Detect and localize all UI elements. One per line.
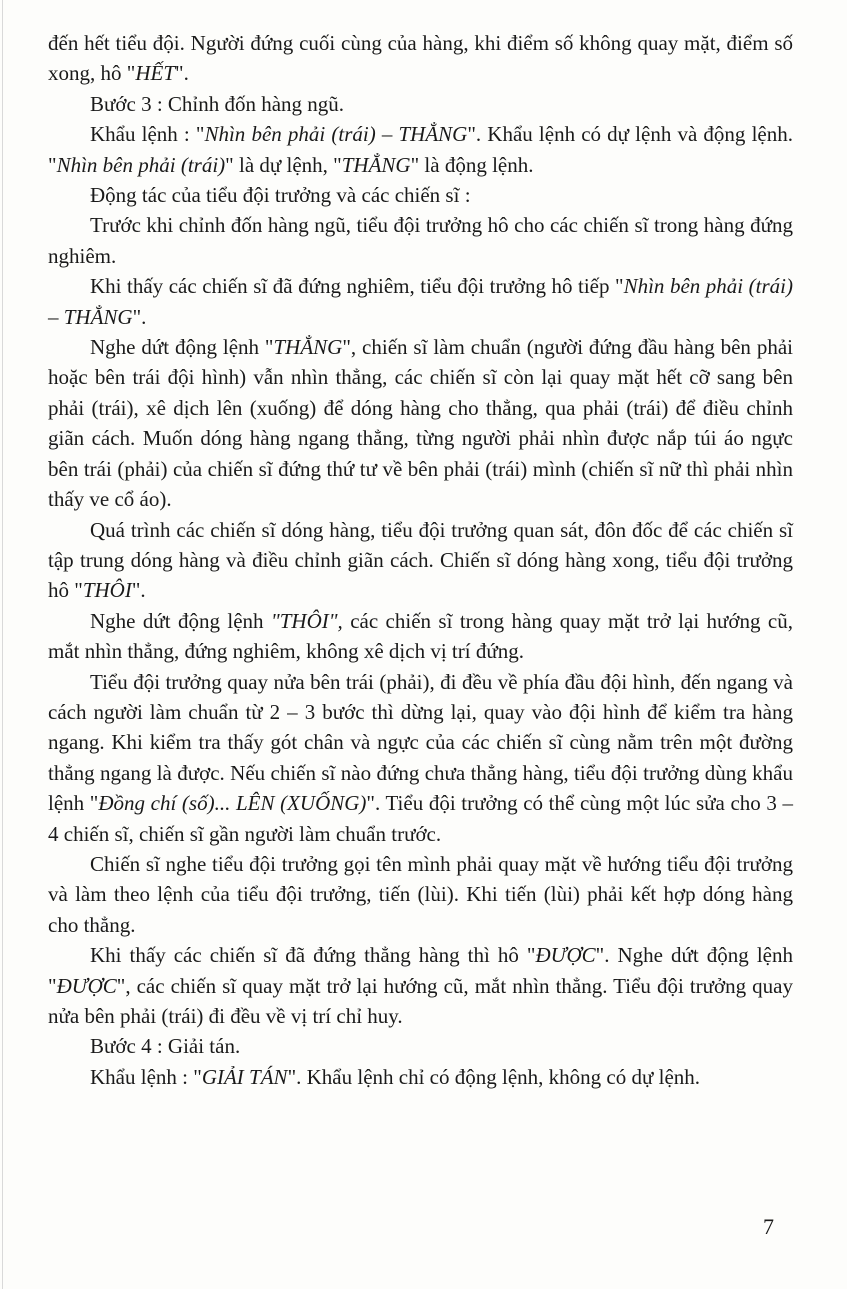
text-run: ". Tiểu đội trưởng có thể cùng một lúc sửa cho 3 – 4 chiến sĩ, chiến sĩ gần người làm chuẩn trước. bbox=[48, 791, 794, 846]
text-run: ". bbox=[175, 61, 189, 86]
text-run: ". Khẩu lệnh có dự lệnh và động lệnh. " bbox=[48, 122, 793, 177]
text-run: Bước 3 : Chỉnh đốn hàng ngũ. bbox=[90, 91, 345, 116]
page-body bbox=[48, 28, 793, 1092]
italic-text: THẲNG bbox=[341, 152, 411, 177]
text-run: Động tác của tiểu đội trưởng và các chiến sĩ : bbox=[90, 183, 471, 208]
italic-text: ĐƯỢC bbox=[535, 943, 596, 968]
page-edge bbox=[2, 0, 3, 1289]
paragraph bbox=[48, 940, 793, 1031]
italic-text: ĐƯỢC bbox=[56, 973, 117, 998]
text-run: ". Khẩu lệnh chỉ có động lệnh, không có dự lệnh. bbox=[287, 1064, 701, 1089]
paragraph bbox=[48, 89, 793, 119]
paragraph bbox=[48, 271, 793, 332]
text-run: các chiến sĩ trong hàng quay mặt trở lại hướng cũ, mắt nhìn thẳng, đứng nghiêm, không xê dịch vị trí đứng. bbox=[48, 608, 793, 664]
italic-text: Nhìn bên phải (trái) – THẲNG bbox=[204, 122, 468, 147]
paragraph bbox=[48, 849, 793, 940]
italic-text: HẾT bbox=[135, 61, 176, 86]
italic-text: THẲNG bbox=[273, 335, 343, 360]
italic-text: GIẢI TÁN bbox=[201, 1064, 288, 1089]
paragraph bbox=[48, 210, 793, 271]
paragraph bbox=[48, 606, 793, 667]
italic-text: Đồng chí (số)... LÊN (XUỐNG) bbox=[98, 791, 367, 816]
italic-text: THÔI bbox=[82, 578, 132, 603]
text-run: Bước 4 : Giải tán. bbox=[90, 1034, 241, 1059]
text-run: Khẩu lệnh : " bbox=[90, 122, 205, 147]
text-run: Chiến sĩ nghe tiểu đội trưởng gọi tên mình phải quay mặt về hướng tiểu đội trưởng và làm theo lệnh của tiểu đội trưởng, tiến (lùi). Khi tiến (lùi) phải kết hợp dóng hàng cho thẳng. bbox=[48, 851, 793, 937]
text-run: Nghe dứt động lệnh " bbox=[90, 335, 274, 360]
page-number: 7 bbox=[763, 1214, 774, 1239]
text-run: Khi thấy các chiến sĩ đã đứng thẳng hàng thì hô " bbox=[90, 943, 536, 968]
paragraph bbox=[48, 515, 793, 606]
text-run: Nghe dứt động lệnh bbox=[90, 608, 271, 633]
text-run: " là dự lệnh, " bbox=[225, 152, 342, 177]
paragraph bbox=[48, 1062, 793, 1092]
paragraph bbox=[48, 28, 793, 89]
italic-text: Nhìn bên phải (trái) – THẲNG bbox=[48, 274, 793, 329]
text-run: " là động lệnh. bbox=[410, 152, 534, 177]
paragraph bbox=[48, 119, 793, 180]
text-run: đến hết tiểu đội. Người đứng cuối cùng của hàng, khi điểm số không quay mặt, điểm số xong, hô " bbox=[48, 31, 793, 86]
text-run: ", chiến sĩ làm chuẩn (người đứng đầu hàng bên phải hoặc bên trái đội hình) vẫn nhìn thẳng, các chiến sĩ còn lại quay mặt hết cỡ sang bên phải (trái), xê dịch lên (xuống) để dóng hàng cho thẳng, qua phải (trái) để điều chỉnh giãn cách. Muốn dóng hàng ngang thẳng, từng người phải nhìn được nắp túi áo ngực bên trái (phải) của chiến sĩ đứng thứ tư về bên phải (trái) mình (chiến sĩ nữ thì phải nhìn thấy ve cổ áo). bbox=[48, 335, 793, 512]
text-run: Quá trình các chiến sĩ dóng hàng, tiểu đội trưởng quan sát, đôn đốc để các chiến sĩ tập trung dóng hàng và điều chỉnh giãn cách. Chiến sĩ dóng hàng xong, tiểu đội trưởng hô " bbox=[48, 517, 793, 603]
text-run: Tiểu đội trưởng quay nửa bên trái (phải), đi đều về phía đầu đội hình, đến ngang và cách người làm chuẩn từ 2 – 3 bước thì dừng lại, quay vào đội hình để kiểm tra hàng ngang. Khi kiểm tra thấy gót chân và ngực của các chiến sĩ cùng nằm trên một đường thẳng ngang là được. Nếu chiến sĩ nào đứng chưa thẳng hàng, tiểu đội trưởng dùng khẩu lệnh " bbox=[48, 669, 793, 816]
text-run: ", các chiến sĩ quay mặt trở lại hướng cũ, mắt nhìn thẳng. Tiểu đội trưởng quay nửa bên phải (trái) đi đều về vị trí chỉ huy. bbox=[48, 973, 793, 1028]
text-run: ". bbox=[131, 578, 146, 603]
paragraph bbox=[48, 180, 793, 210]
italic-text: "THÔI", bbox=[270, 608, 343, 633]
paragraph bbox=[48, 1031, 793, 1061]
paragraph bbox=[48, 667, 793, 849]
text-run: Trước khi chỉnh đốn hàng ngũ, tiểu đội trưởng hô cho các chiến sĩ trong hàng đứng nghiêm. bbox=[48, 213, 793, 268]
paragraph bbox=[48, 332, 793, 514]
text-run: ". Nghe dứt động lệnh " bbox=[48, 943, 793, 998]
text-run: Khẩu lệnh : " bbox=[90, 1064, 202, 1089]
text-run: ". bbox=[132, 304, 147, 329]
italic-text: Nhìn bên phải (trái) bbox=[56, 152, 226, 177]
text-run: Khi thấy các chiến sĩ đã đứng nghiêm, tiểu đội trưởng hô tiếp " bbox=[90, 274, 624, 299]
